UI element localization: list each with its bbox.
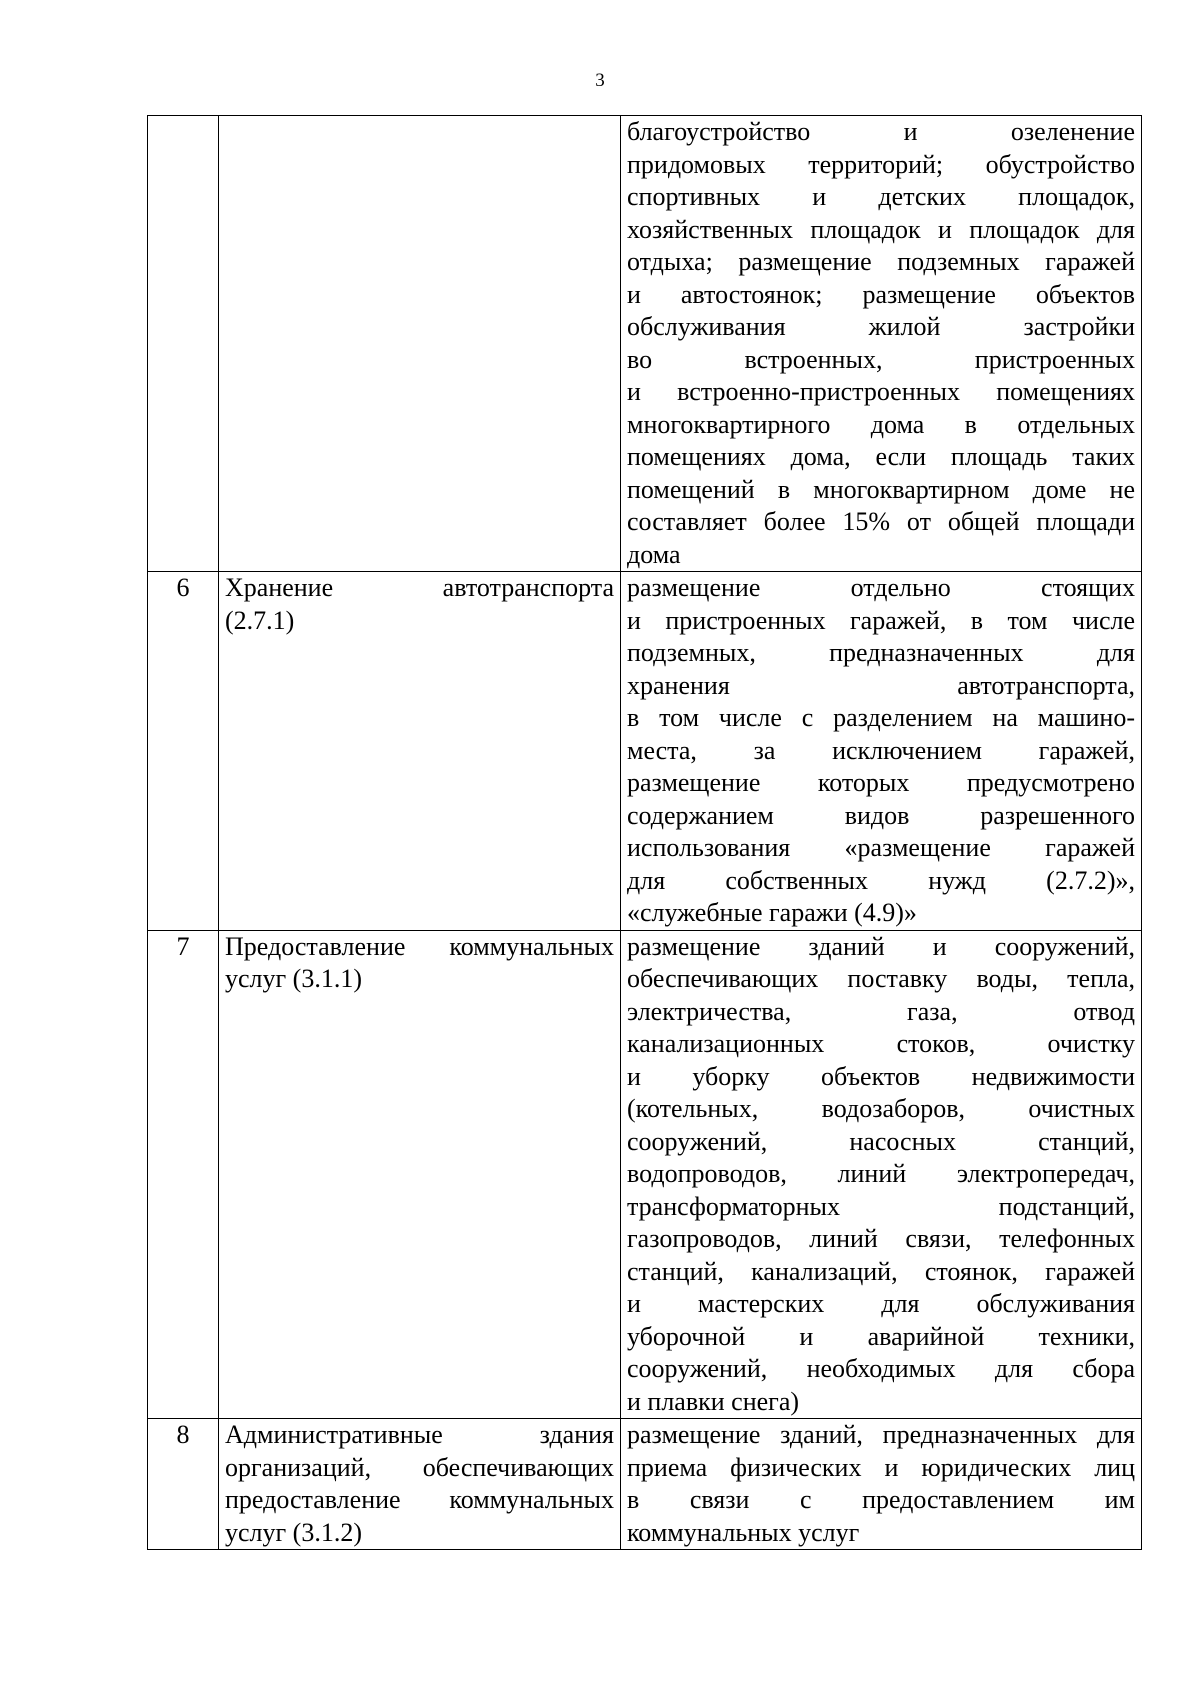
description-line: отдыха; размещение подземных гаражей [627,247,1135,276]
land-use-type-line: Хранение автотранспорта [225,573,614,602]
description-line: многоквартирного дома в отдельных [627,409,1135,439]
description-line: спортивных и детских площадок, [627,182,1135,211]
description-line: электричества, газа, отвод [627,996,1135,1026]
description-line: обслуживания жилой застройки [627,312,1135,341]
description-line: помещений в многоквартирном доме не [627,474,1135,504]
land-use-type-line: Административные здания [225,1420,614,1449]
description-line: дома [627,539,681,569]
description-cell [621,1419,1142,1550]
description-line: газопроводов, линий связи, телефонных [627,1224,1135,1253]
description-line: придомовых территорий; обустройство [627,149,1135,179]
description-line: и автостоянок; размещение объектов [627,279,1135,309]
description-line: (котельных, водозаборов, очистных [627,1094,1135,1123]
description-cell [621,930,1142,1419]
description-line: и встроенно-пристроенных помещениях [627,377,1135,406]
description-line: в том числе с разделением на машино- [627,703,1135,732]
description-line: и уборку объектов недвижимости [627,1061,1135,1091]
description-line: во встроенных, пристроенных [627,344,1135,374]
description-line: подземных, предназначенных для [627,638,1135,667]
description-line: и пристроенных гаражей, в том числе [627,605,1135,635]
description-line: уборочной и аварийной техники, [627,1321,1135,1351]
description-line: сооружений, необходимых для сбора [627,1354,1135,1383]
land-use-type-cell [219,930,621,1419]
description-line: и мастерских для обслуживания [627,1289,1135,1318]
description-line: размещение отдельно стоящих [627,573,1135,602]
description-line: в связи с предоставлением им [627,1485,1135,1514]
table-body [148,116,1142,1550]
row-number-cell: 7 [148,930,219,1419]
land-use-table [147,115,1142,1550]
description-cell [621,116,1142,572]
row-number-cell: 8 [148,1419,219,1550]
table-row [148,930,1142,1419]
description-line: содержанием видов разрешенного [627,800,1135,830]
description-line: размещение которых предусмотрено [627,768,1135,797]
page-number: 3 [595,70,605,91]
description-line: станций, канализаций, стоянок, гаражей [627,1256,1135,1286]
land-use-type-line: (2.7.1) [225,605,295,635]
description-line: коммунальных услуг [627,1517,860,1547]
land-use-type-line: услуг (3.1.1) [225,964,362,993]
description-line: для собственных нужд (2.7.2)», [627,865,1135,895]
description-line: составляет более 15% от общей площади [627,507,1135,536]
description-line: сооружений, насосных станций, [627,1126,1135,1156]
land-use-type-cell [219,1419,621,1550]
description-line: трансформаторных подстанций, [627,1191,1135,1221]
description-line: использования «размещение гаражей [627,833,1135,862]
land-use-type-line: организаций, обеспечивающих [225,1452,614,1482]
description-line: благоустройство и озеленение [627,117,1135,146]
description-line: обеспечивающих поставку воды, тепла, [627,964,1135,993]
description-line: «служебные гаражи (4.9)» [627,898,917,927]
description-cell [621,572,1142,931]
description-line: размещение зданий и сооружений, [627,931,1135,961]
description-line: хранения автотранспорта, [627,670,1135,700]
land-use-type-cell [219,116,621,572]
row-number-cell [148,116,219,572]
description-line: места, за исключением гаражей, [627,735,1135,765]
description-line: помещениях дома, если площадь таких [627,442,1135,471]
table-row [148,116,1142,572]
row-number-cell: 6 [148,572,219,931]
table-row [148,1419,1142,1550]
description-line: приема физических и юридических лиц [627,1452,1135,1482]
description-line: и плавки снега) [627,1386,800,1416]
description-line: водопроводов, линий электропередач, [627,1159,1135,1188]
description-line: размещение зданий, предназначенных для [627,1420,1135,1449]
land-use-type-cell [219,572,621,931]
description-line: хозяйственных площадок и площадок для [627,214,1135,244]
table-row [148,572,1142,931]
description-line: канализационных стоков, очистку [627,1029,1135,1058]
land-use-type-line: предоставление коммунальных [225,1485,614,1514]
land-use-type-line: Предоставление коммунальных [225,931,614,961]
land-use-type-line: услуг (3.1.2) [225,1517,362,1547]
